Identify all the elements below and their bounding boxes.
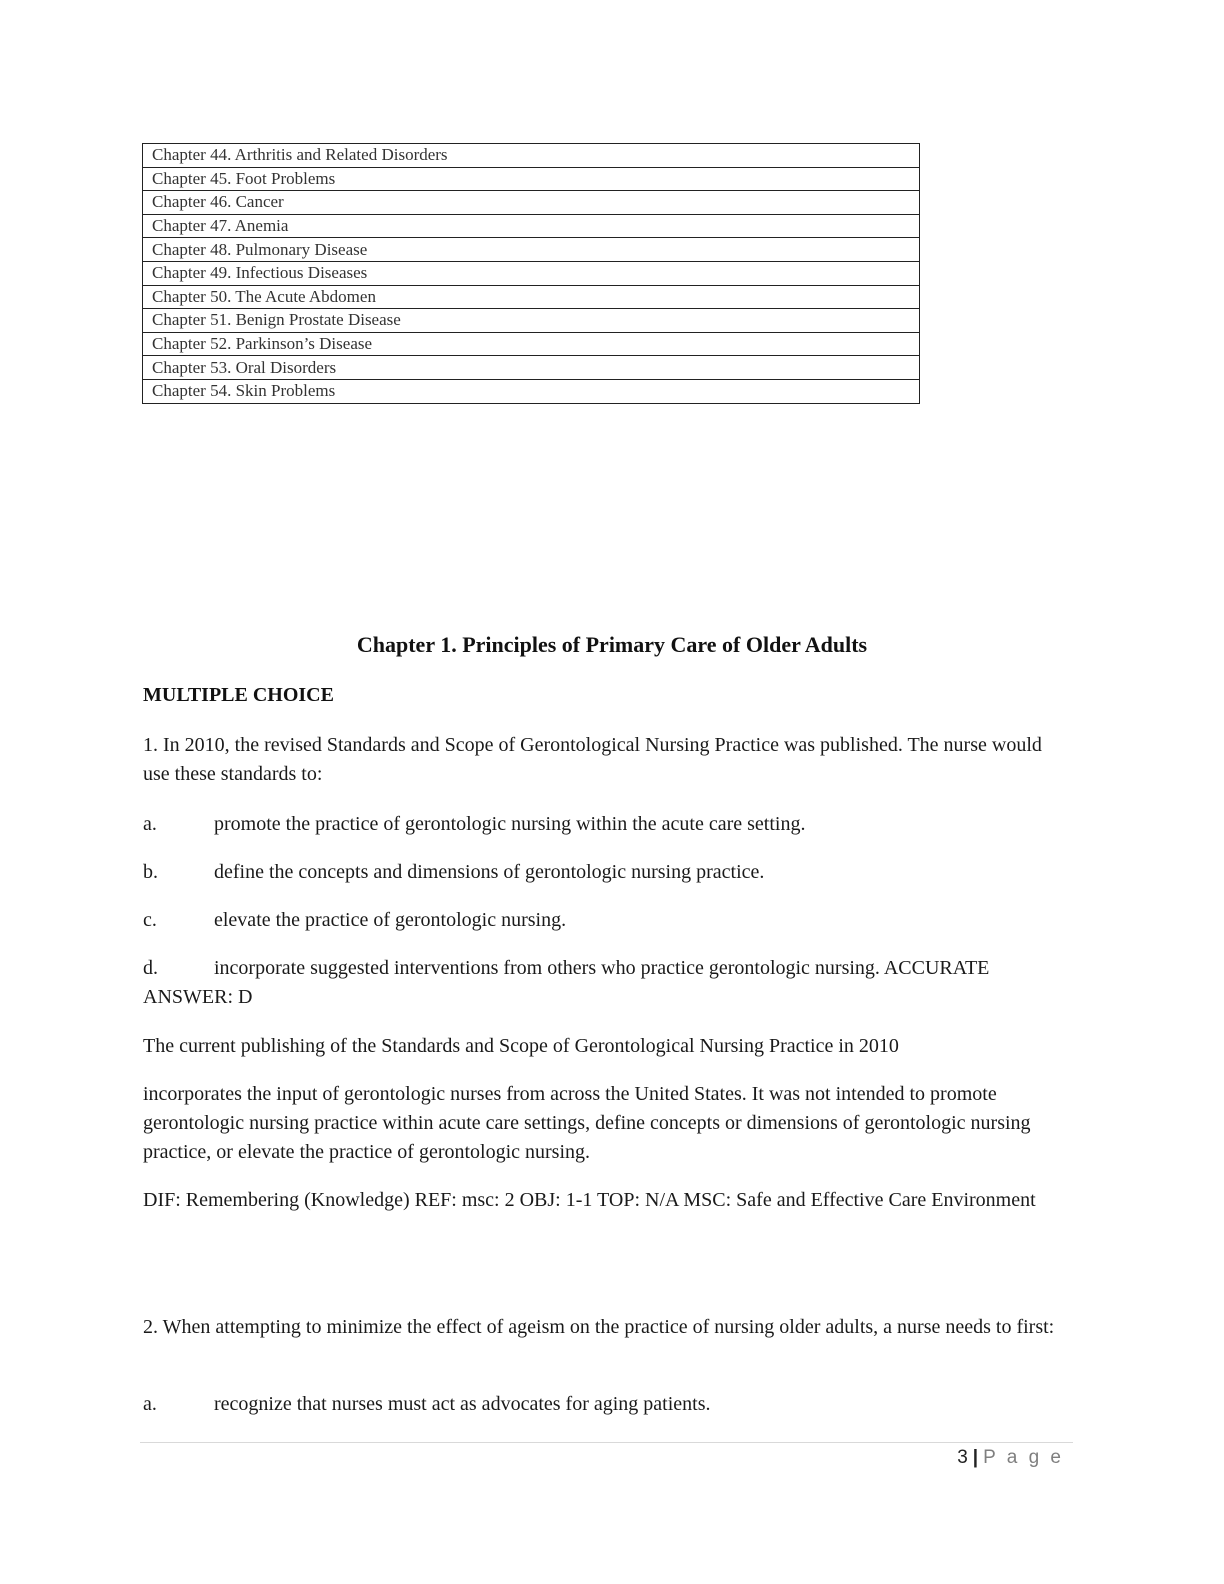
question-2-stem: 2. When attempting to minimize the effect of ageism on the practice of nursing older adults, a nurse needs to first:	[143, 1316, 1055, 1338]
page-label: P a g e	[983, 1447, 1064, 1468]
table-row	[143, 309, 920, 333]
chapter-list-item: Chapter 51. Benign Prostate Disease	[143, 309, 920, 333]
option-text: recognize that nurses must act as advocates for aging patients.	[214, 1393, 711, 1415]
section-heading: MULTIPLE CHOICE	[143, 684, 334, 706]
option-letter: b.	[143, 861, 158, 883]
table-row	[143, 144, 920, 168]
footer-divider	[140, 1442, 1073, 1443]
question-1-option-b	[143, 858, 1073, 887]
chapter-list-item: Chapter 50. The Acute Abdomen	[143, 285, 920, 309]
page-number: 3	[957, 1447, 968, 1468]
chapter-list-item: Chapter 52. Parkinson’s Disease	[143, 332, 920, 356]
option-text: promote the practice of gerontologic nursing within the acute care setting.	[214, 813, 806, 835]
table-row	[143, 356, 920, 380]
question-1-metadata: DIF: Remembering (Knowledge) REF: msc: 2 OBJ: 1-1 TOP: N/A MSC: Safe and Effective Care Environment	[143, 1189, 1036, 1211]
table-row	[143, 238, 920, 262]
table-row	[143, 191, 920, 215]
question-1-option-d	[143, 954, 1073, 1012]
chapter-list-item: Chapter 53. Oral Disorders	[143, 356, 920, 380]
option-letter: a.	[143, 1393, 157, 1415]
question-1-rationale-intro: The current publishing of the Standards and Scope of Gerontological Nursing Practice in 2010	[143, 1035, 899, 1057]
option-text: elevate the practice of gerontologic nursing.	[214, 909, 567, 931]
chapter-list-item: Chapter 44. Arthritis and Related Disorders	[143, 144, 920, 168]
question-1-stem: 1. In 2010, the revised Standards and Scope of Gerontological Nursing Practice was published. The nurse would use these standards to:	[143, 734, 1042, 785]
table-row	[143, 332, 920, 356]
question-2-option-a	[143, 1390, 1073, 1419]
table-row	[143, 285, 920, 309]
option-text: incorporate suggested interventions from others who practice gerontologic nursing. ACCURATE ANSWER: D	[143, 957, 990, 1008]
option-text: define the concepts and dimensions of gerontologic nursing practice.	[214, 861, 765, 883]
option-letter: a.	[143, 813, 157, 835]
option-letter: c.	[143, 909, 157, 931]
chapter-list-item: Chapter 47. Anemia	[143, 214, 920, 238]
table-row	[143, 379, 920, 403]
option-letter: d.	[143, 957, 158, 979]
question-1-option-a	[143, 810, 1073, 839]
chapter-list-item: Chapter 49. Infectious Diseases	[143, 261, 920, 285]
chapter-list-item: Chapter 54. Skin Problems	[143, 379, 920, 403]
question-1-option-c	[143, 906, 1073, 935]
chapter-list-item: Chapter 48. Pulmonary Disease	[143, 238, 920, 262]
question-1-rationale: incorporates the input of gerontologic nurses from across the United States. It was not intended to promote gerontologic nursing practice within acute care settings, define concepts or dimensions of gerontologic nursing practice, or elevate the practice of gerontologic nursing.	[143, 1083, 1031, 1163]
table-row	[143, 167, 920, 191]
table-row	[143, 261, 920, 285]
table-row	[143, 214, 920, 238]
page-separator: |	[972, 1447, 979, 1468]
chapter-list-item: Chapter 46. Cancer	[143, 191, 920, 215]
chapter-list-table	[142, 143, 920, 404]
chapter-title: Chapter 1. Principles of Primary Care of Older Adults	[356, 632, 868, 657]
chapter-list-item: Chapter 45. Foot Problems	[143, 167, 920, 191]
page-footer	[957, 1447, 1064, 1469]
